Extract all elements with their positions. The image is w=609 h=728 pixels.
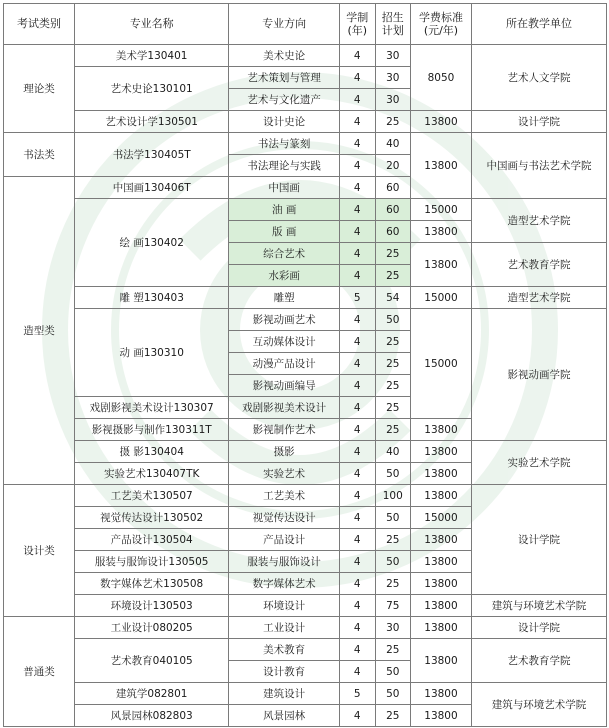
- dept-cell: 艺术教育学院: [471, 243, 606, 287]
- direction-cell: 视觉传达设计: [229, 507, 340, 529]
- direction-cell: 风景园林: [229, 705, 340, 727]
- fee-cell: 13800: [411, 419, 472, 441]
- plan-cell: 50: [375, 551, 411, 573]
- fee-cell: 13800: [411, 485, 472, 507]
- major-cell: 艺术史论130101: [75, 67, 229, 111]
- years-cell: 4: [339, 199, 375, 221]
- header-row: [4, 4, 607, 45]
- plan-cell: 25: [375, 705, 411, 727]
- plan-cell: 25: [375, 265, 411, 287]
- dept-cell: 设计学院: [471, 485, 606, 595]
- direction-cell: 动漫产品设计: [229, 353, 340, 375]
- direction-cell: 互动媒体设计: [229, 331, 340, 353]
- direction-cell: 中国画: [229, 177, 340, 199]
- category-cell: 设计类: [4, 485, 75, 617]
- years-cell: 4: [339, 353, 375, 375]
- years-cell: 4: [339, 705, 375, 727]
- years-cell: 4: [339, 89, 375, 111]
- direction-cell: 摄影: [229, 441, 340, 463]
- table-row: [4, 441, 607, 463]
- dept-cell: 影视动画学院: [471, 309, 606, 441]
- table-row: [4, 45, 607, 67]
- table-row: [4, 309, 607, 331]
- category-cell: 造型类: [4, 177, 75, 485]
- direction-cell: 数字媒体艺术: [229, 573, 340, 595]
- dept-cell: 造型艺术学院: [471, 287, 606, 309]
- major-cell: 美术学130401: [75, 45, 229, 67]
- direction-cell: 书法理论与实践: [229, 155, 340, 177]
- plan-cell: 60: [375, 221, 411, 243]
- years-cell: 4: [339, 111, 375, 133]
- years-cell: 4: [339, 67, 375, 89]
- fee-cell: 13800: [411, 573, 472, 595]
- direction-cell: 环境设计: [229, 595, 340, 617]
- header-plan: [375, 4, 411, 45]
- fee-cell: 15000: [411, 199, 472, 221]
- category-cell: 理论类: [4, 45, 75, 133]
- years-cell: 4: [339, 309, 375, 331]
- years-cell: 4: [339, 243, 375, 265]
- years-cell: 4: [339, 155, 375, 177]
- direction-cell: 艺术策划与管理: [229, 67, 340, 89]
- plan-cell: 50: [375, 683, 411, 705]
- years-cell: 4: [339, 573, 375, 595]
- plan-cell: 60: [375, 177, 411, 199]
- plan-cell: 25: [375, 573, 411, 595]
- dept-cell: 设计学院: [471, 617, 606, 639]
- major-cell: 视觉传达设计130502: [75, 507, 229, 529]
- fee-cell: 13800: [411, 639, 472, 683]
- major-cell: 实验艺术130407TK: [75, 463, 229, 485]
- major-cell: 工业设计080205: [75, 617, 229, 639]
- header-fee: [411, 4, 472, 45]
- direction-cell: 戏剧影视美术设计: [229, 397, 340, 419]
- plan-cell: 54: [375, 287, 411, 309]
- years-cell: 4: [339, 595, 375, 617]
- fee-cell: 13800: [411, 243, 472, 287]
- header-plan-line1: 招生: [381, 11, 404, 24]
- plan-cell: 40: [375, 133, 411, 155]
- years-cell: 4: [339, 221, 375, 243]
- years-cell: 4: [339, 419, 375, 441]
- plan-cell: 25: [375, 353, 411, 375]
- direction-cell: 艺术与文化遗产: [229, 89, 340, 111]
- table-row: [4, 617, 607, 639]
- direction-cell: 设计史论: [229, 111, 340, 133]
- admission-table: [3, 3, 607, 727]
- header-direction: 专业方向: [229, 4, 340, 45]
- years-cell: 4: [339, 507, 375, 529]
- fee-cell: 13800: [411, 529, 472, 551]
- years-cell: 4: [339, 551, 375, 573]
- direction-cell: 综合艺术: [229, 243, 340, 265]
- years-cell: 4: [339, 177, 375, 199]
- plan-cell: 100: [375, 485, 411, 507]
- years-cell: 5: [339, 287, 375, 309]
- table-row: [4, 133, 607, 155]
- plan-cell: 25: [375, 243, 411, 265]
- plan-cell: 25: [375, 529, 411, 551]
- category-cell: 书法类: [4, 133, 75, 177]
- years-cell: 4: [339, 485, 375, 507]
- major-cell: 摄 影130404: [75, 441, 229, 463]
- fee-cell: 13800: [411, 705, 472, 727]
- fee-cell: 13800: [411, 133, 472, 199]
- direction-cell: 工业设计: [229, 617, 340, 639]
- direction-cell: 服装与服饰设计: [229, 551, 340, 573]
- dept-cell: 造型艺术学院: [471, 199, 606, 243]
- dept-cell: 艺术教育学院: [471, 639, 606, 683]
- fee-cell: 13800: [411, 441, 472, 463]
- years-cell: 4: [339, 133, 375, 155]
- fee-cell: 15000: [411, 287, 472, 309]
- major-cell: 动 画130310: [75, 309, 229, 397]
- plan-cell: 25: [375, 419, 411, 441]
- direction-cell: 影视制作艺术: [229, 419, 340, 441]
- header-fee-line1: 学费标准: [418, 11, 463, 24]
- major-cell: 数字媒体艺术130508: [75, 573, 229, 595]
- direction-cell: 油 画: [229, 199, 340, 221]
- table-row: [4, 199, 607, 221]
- direction-cell: 产品设计: [229, 529, 340, 551]
- direction-cell: 影视动画艺术: [229, 309, 340, 331]
- years-cell: 4: [339, 265, 375, 287]
- table-row: [4, 485, 607, 507]
- years-cell: 4: [339, 639, 375, 661]
- direction-cell: 影视动画编导: [229, 375, 340, 397]
- plan-cell: 30: [375, 67, 411, 89]
- fee-cell: 15000: [411, 309, 472, 419]
- plan-cell: 25: [375, 331, 411, 353]
- table-row: [4, 111, 607, 133]
- major-cell: 戏剧影视美术设计130307: [75, 397, 229, 419]
- plan-cell: 25: [375, 111, 411, 133]
- header-major: 专业名称: [75, 4, 229, 45]
- direction-cell: 建筑设计: [229, 683, 340, 705]
- direction-cell: 雕塑: [229, 287, 340, 309]
- table-row: [4, 595, 607, 617]
- table-row: [4, 287, 607, 309]
- header-years-line1: 学制: [346, 11, 369, 24]
- years-cell: 4: [339, 529, 375, 551]
- dept-cell: 实验艺术学院: [471, 441, 606, 485]
- category-cell: 普通类: [4, 617, 75, 727]
- major-cell: 影视摄影与制作130311T: [75, 419, 229, 441]
- fee-cell: 13800: [411, 551, 472, 573]
- years-cell: 5: [339, 683, 375, 705]
- major-cell: 工艺美术130507: [75, 485, 229, 507]
- plan-cell: 50: [375, 507, 411, 529]
- dept-cell: 建筑与环境艺术学院: [471, 683, 606, 727]
- fee-cell: 15000: [411, 507, 472, 529]
- dept-cell: 艺术人文学院: [471, 45, 606, 111]
- table-row: [4, 639, 607, 661]
- plan-cell: 50: [375, 309, 411, 331]
- direction-cell: 设计教育: [229, 661, 340, 683]
- years-cell: 4: [339, 617, 375, 639]
- fee-cell: 13800: [411, 221, 472, 243]
- major-cell: 绘 画130402: [75, 199, 229, 287]
- direction-cell: 实验艺术: [229, 463, 340, 485]
- major-cell: 风景园林082803: [75, 705, 229, 727]
- plan-cell: 30: [375, 617, 411, 639]
- years-cell: 4: [339, 397, 375, 419]
- plan-cell: 50: [375, 463, 411, 485]
- fee-cell: 8050: [411, 45, 472, 111]
- plan-cell: 25: [375, 397, 411, 419]
- plan-cell: 25: [375, 639, 411, 661]
- plan-cell: 60: [375, 199, 411, 221]
- major-cell: 雕 塑130403: [75, 287, 229, 309]
- plan-cell: 30: [375, 45, 411, 67]
- major-cell: 服装与服饰设计130505: [75, 551, 229, 573]
- years-cell: 4: [339, 375, 375, 397]
- major-cell: 环境设计130503: [75, 595, 229, 617]
- plan-cell: 75: [375, 595, 411, 617]
- direction-cell: 工艺美术: [229, 485, 340, 507]
- dept-cell: 中国画与书法艺术学院: [471, 133, 606, 199]
- fee-cell: 13800: [411, 595, 472, 617]
- plan-cell: 40: [375, 441, 411, 463]
- major-cell: 书法学130405T: [75, 133, 229, 177]
- dept-cell: 建筑与环境艺术学院: [471, 595, 606, 617]
- header-fee-line2: (元/年): [423, 24, 459, 37]
- years-cell: 4: [339, 45, 375, 67]
- header-plan-line2: 计划: [381, 24, 404, 37]
- fee-cell: 13800: [411, 617, 472, 639]
- direction-cell: 书法与篆刻: [229, 133, 340, 155]
- major-cell: 建筑学082801: [75, 683, 229, 705]
- major-cell: 艺术教育040105: [75, 639, 229, 683]
- direction-cell: 水彩画: [229, 265, 340, 287]
- table-row: [4, 683, 607, 705]
- major-cell: 中国画130406T: [75, 177, 229, 199]
- years-cell: 4: [339, 441, 375, 463]
- plan-cell: 25: [375, 375, 411, 397]
- major-cell: 产品设计130504: [75, 529, 229, 551]
- header-years-line2: (年): [347, 24, 368, 37]
- fee-cell: 13800: [411, 111, 472, 133]
- dept-cell: 设计学院: [471, 111, 606, 133]
- direction-cell: 版 画: [229, 221, 340, 243]
- years-cell: 4: [339, 463, 375, 485]
- header-category: 考试类别: [4, 4, 75, 45]
- major-cell: 艺术设计学130501: [75, 111, 229, 133]
- fee-cell: 13800: [411, 683, 472, 705]
- header-years: [339, 4, 375, 45]
- header-dept: 所在教学单位: [471, 4, 606, 45]
- plan-cell: 20: [375, 155, 411, 177]
- fee-cell: 13800: [411, 463, 472, 485]
- years-cell: 4: [339, 331, 375, 353]
- plan-cell: 30: [375, 89, 411, 111]
- years-cell: 4: [339, 661, 375, 683]
- direction-cell: 美术史论: [229, 45, 340, 67]
- plan-cell: 50: [375, 661, 411, 683]
- direction-cell: 美术教育: [229, 639, 340, 661]
